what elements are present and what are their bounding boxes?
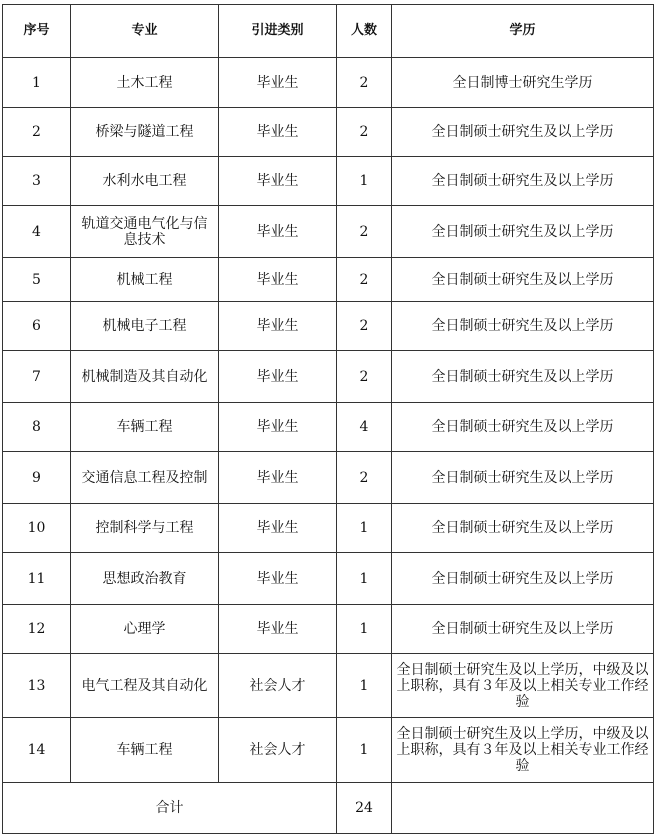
cell-major: 机械电子工程 xyxy=(71,302,219,351)
cell-no: 6 xyxy=(3,302,71,351)
cell-count: 4 xyxy=(337,403,392,452)
cell-education: 全日制硕士研究生及以上学历 xyxy=(392,452,654,504)
table-row xyxy=(3,58,654,108)
cell-education: 全日制硕士研究生及以上学历 xyxy=(392,403,654,452)
cell-category: 毕业生 xyxy=(219,258,337,302)
cell-count: 1 xyxy=(337,605,392,654)
cell-no: 8 xyxy=(3,403,71,452)
cell-no: 12 xyxy=(3,605,71,654)
cell-count: 1 xyxy=(337,157,392,206)
total-label: 合计 xyxy=(3,783,337,834)
cell-education: 全日制博士研究生学历 xyxy=(392,58,654,108)
total-count: 24 xyxy=(337,783,392,834)
header-category: 引进类别 xyxy=(219,5,337,58)
total-row xyxy=(3,783,654,834)
cell-category: 毕业生 xyxy=(219,452,337,504)
table-row xyxy=(3,605,654,654)
recruitment-table xyxy=(2,4,654,834)
cell-major: 桥梁与隧道工程 xyxy=(71,108,219,157)
cell-education: 全日制硕士研究生及以上学历 xyxy=(392,157,654,206)
cell-major: 机械工程 xyxy=(71,258,219,302)
cell-education: 全日制硕士研究生及以上学历 xyxy=(392,302,654,351)
header-count: 人数 xyxy=(337,5,392,58)
table-row xyxy=(3,504,654,553)
table-row xyxy=(3,258,654,302)
table-row xyxy=(3,206,654,258)
cell-count: 2 xyxy=(337,452,392,504)
cell-education: 全日制硕士研究生及以上学历 xyxy=(392,258,654,302)
cell-major: 电气工程及其自动化 xyxy=(71,654,219,718)
cell-major: 车辆工程 xyxy=(71,718,219,783)
cell-major: 水利水电工程 xyxy=(71,157,219,206)
cell-category: 毕业生 xyxy=(219,351,337,403)
cell-count: 1 xyxy=(337,718,392,783)
cell-category: 毕业生 xyxy=(219,157,337,206)
cell-category: 毕业生 xyxy=(219,403,337,452)
cell-category: 社会人才 xyxy=(219,654,337,718)
table-row xyxy=(3,108,654,157)
cell-major: 机械制造及其自动化 xyxy=(71,351,219,403)
cell-no: 1 xyxy=(3,58,71,108)
cell-education: 全日制硕士研究生及以上学历 xyxy=(392,504,654,553)
cell-education: 全日制硕士研究生及以上学历，中级及以上职称，具有３年及以上相关专业工作经验 xyxy=(392,718,654,783)
cell-education: 全日制硕士研究生及以上学历 xyxy=(392,351,654,403)
cell-major: 控制科学与工程 xyxy=(71,504,219,553)
table-row xyxy=(3,403,654,452)
cell-no: 10 xyxy=(3,504,71,553)
table-row xyxy=(3,718,654,783)
cell-no: 9 xyxy=(3,452,71,504)
cell-no: 2 xyxy=(3,108,71,157)
cell-category: 毕业生 xyxy=(219,605,337,654)
table-row xyxy=(3,302,654,351)
header-no: 序号 xyxy=(3,5,71,58)
cell-major: 交通信息工程及控制 xyxy=(71,452,219,504)
header-row xyxy=(3,5,654,58)
cell-count: 1 xyxy=(337,504,392,553)
table-row xyxy=(3,157,654,206)
cell-major: 思想政治教育 xyxy=(71,553,219,605)
cell-major: 心理学 xyxy=(71,605,219,654)
table-row xyxy=(3,351,654,403)
cell-count: 2 xyxy=(337,258,392,302)
table-row xyxy=(3,654,654,718)
header-education: 学历 xyxy=(392,5,654,58)
header-major: 专业 xyxy=(71,5,219,58)
cell-education: 全日制硕士研究生及以上学历，中级及以上职称，具有３年及以上相关专业工作经验 xyxy=(392,654,654,718)
cell-no: 14 xyxy=(3,718,71,783)
total-education xyxy=(392,783,654,834)
table-row xyxy=(3,553,654,605)
cell-major: 车辆工程 xyxy=(71,403,219,452)
cell-no: 13 xyxy=(3,654,71,718)
cell-no: 7 xyxy=(3,351,71,403)
cell-education: 全日制硕士研究生及以上学历 xyxy=(392,206,654,258)
cell-major: 土木工程 xyxy=(71,58,219,108)
cell-major: 轨道交通电气化与信息技术 xyxy=(71,206,219,258)
cell-no: 4 xyxy=(3,206,71,258)
cell-count: 2 xyxy=(337,108,392,157)
cell-no: 11 xyxy=(3,553,71,605)
cell-count: 2 xyxy=(337,58,392,108)
cell-category: 社会人才 xyxy=(219,718,337,783)
cell-no: 3 xyxy=(3,157,71,206)
cell-count: 2 xyxy=(337,351,392,403)
cell-education: 全日制硕士研究生及以上学历 xyxy=(392,605,654,654)
cell-count: 2 xyxy=(337,302,392,351)
cell-count: 1 xyxy=(337,553,392,605)
cell-category: 毕业生 xyxy=(219,108,337,157)
cell-count: 1 xyxy=(337,654,392,718)
cell-category: 毕业生 xyxy=(219,504,337,553)
cell-category: 毕业生 xyxy=(219,302,337,351)
table-row xyxy=(3,452,654,504)
cell-category: 毕业生 xyxy=(219,206,337,258)
cell-count: 2 xyxy=(337,206,392,258)
cell-no: 5 xyxy=(3,258,71,302)
cell-category: 毕业生 xyxy=(219,58,337,108)
cell-category: 毕业生 xyxy=(219,553,337,605)
cell-education: 全日制硕士研究生及以上学历 xyxy=(392,108,654,157)
cell-education: 全日制硕士研究生及以上学历 xyxy=(392,553,654,605)
